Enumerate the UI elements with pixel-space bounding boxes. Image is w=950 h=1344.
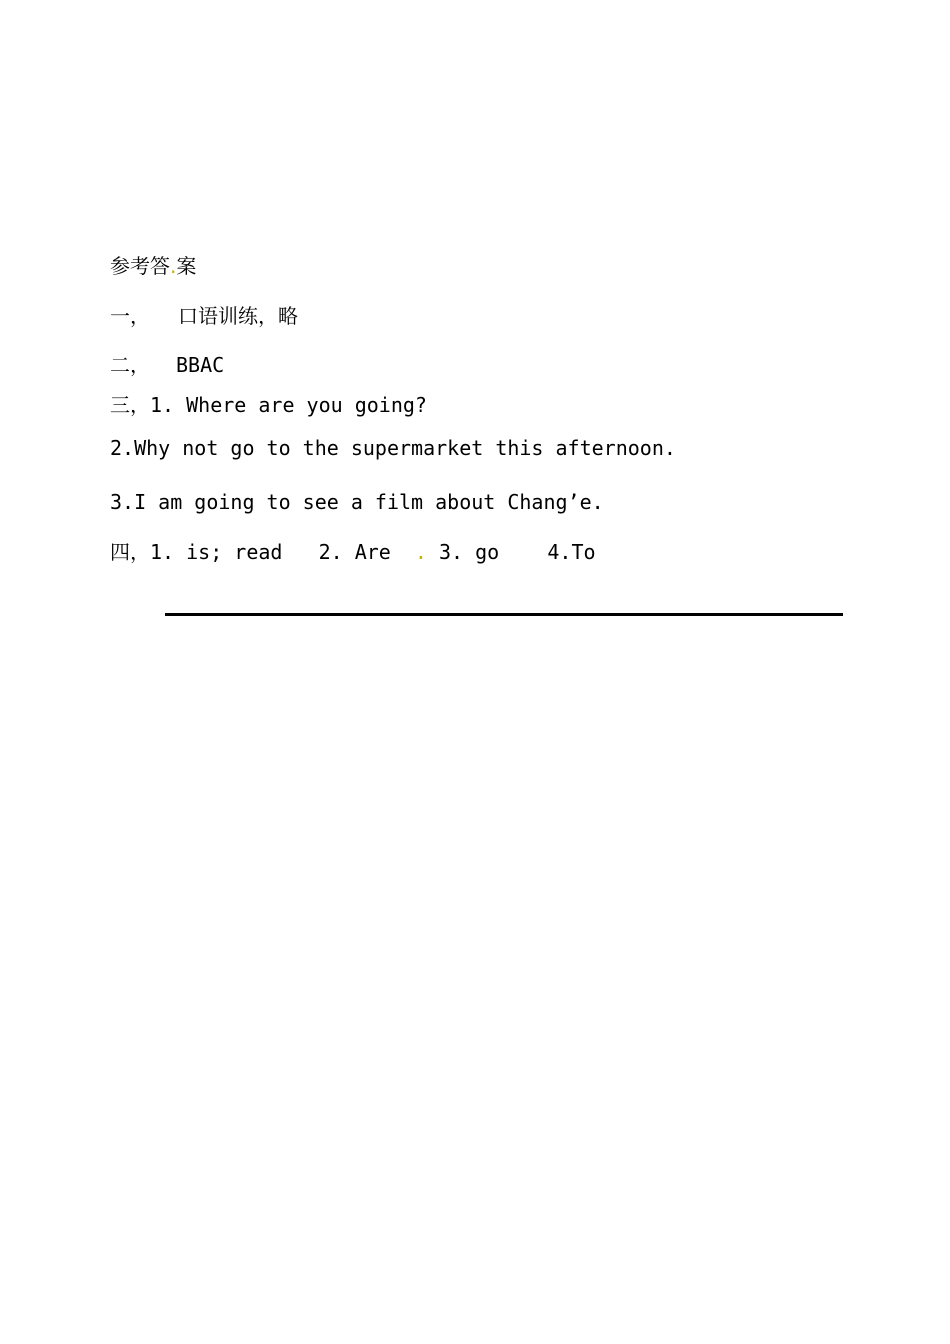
section-three-item-1 [110,393,427,417]
section-three-item-2-text: 2.Why not go to the supermarket this afternoon. [110,436,676,460]
answer-key-title [110,254,196,278]
section-four-part-2: 3. go 4.To [426,540,596,564]
section-three-label: 三， [110,393,150,417]
section-three-item-1-text: 1. Where are you going? [150,393,427,417]
section-three-item-3-text: 3.I am going to see a film about Chang’e. [110,490,604,514]
title-text-end: 案 [176,254,197,278]
section-three-item-2 [110,436,676,460]
section-two-content: BBAC [176,353,225,377]
horizontal-divider [165,613,843,616]
section-one-content: 口语训练，略 [178,304,298,328]
section-three-item-3 [110,490,604,514]
section-one-label: 一， [110,304,150,328]
section-four-label: 四， [110,540,150,564]
title-mark: . [170,254,177,278]
section-two-label: 二， [110,353,150,377]
section-two [110,353,224,377]
section-four-mark: . [414,540,427,564]
section-one [110,304,298,328]
section-four [110,540,596,564]
title-text-start: 参考答 [110,254,170,278]
section-four-part-1: 1. is; read 2. Are [150,540,415,564]
